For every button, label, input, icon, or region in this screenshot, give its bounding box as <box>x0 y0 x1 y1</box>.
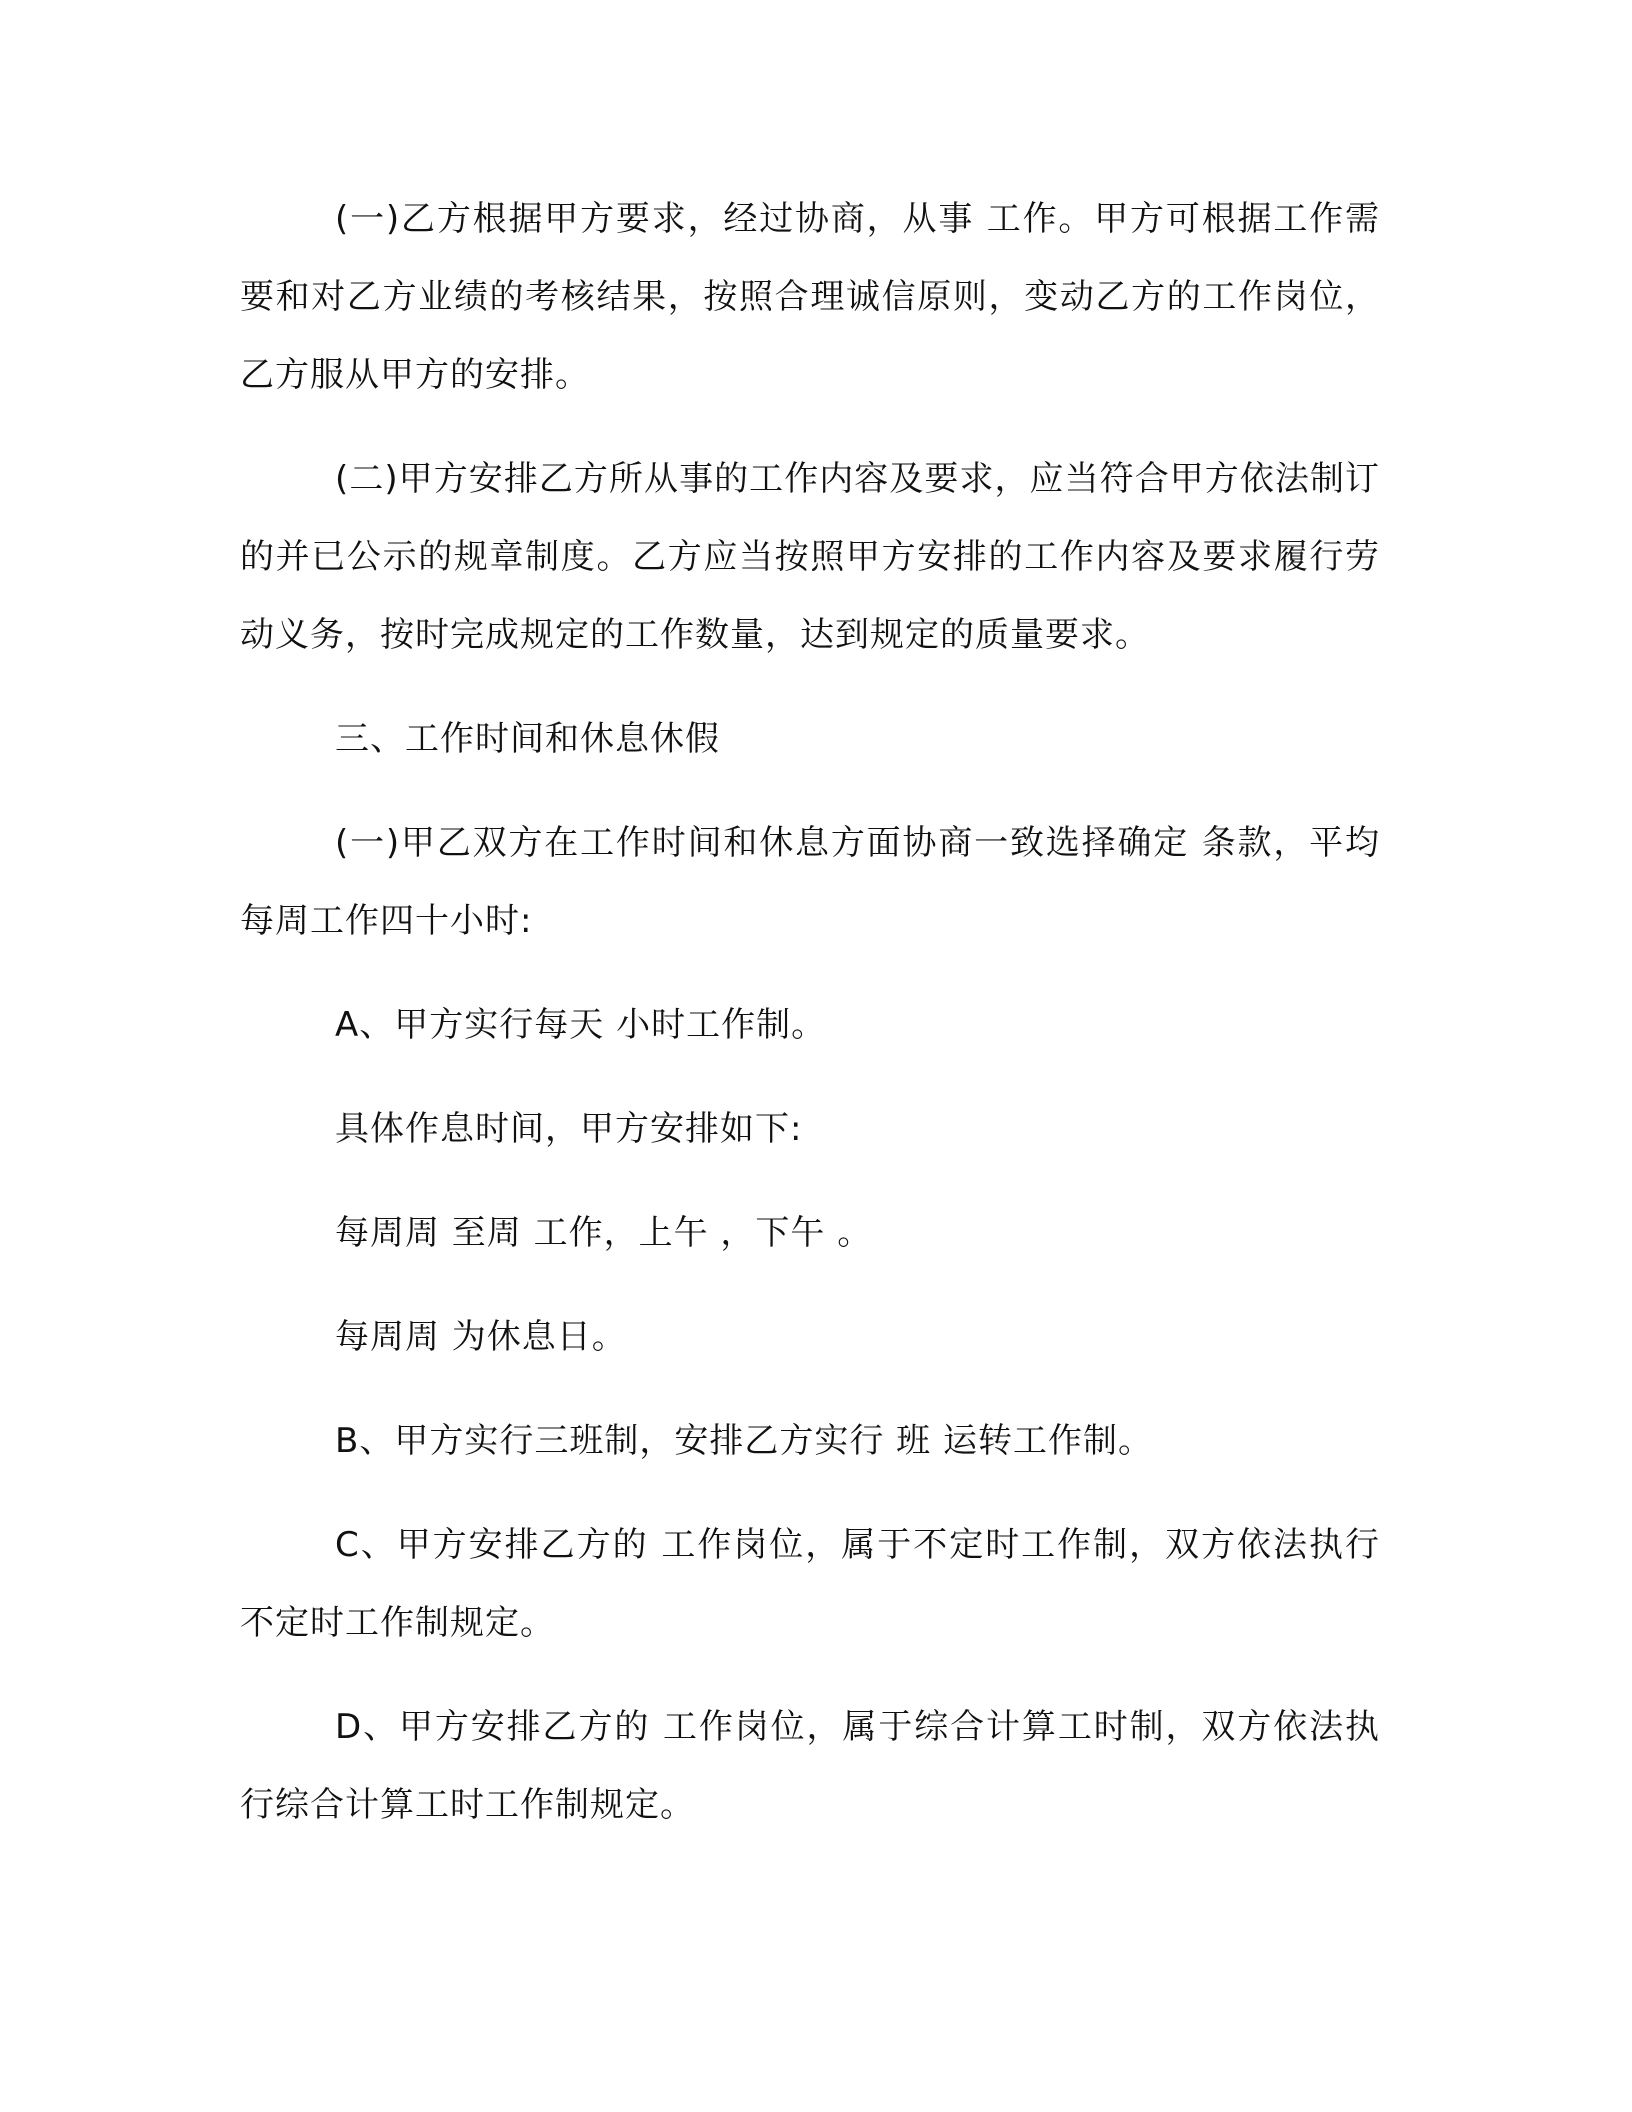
working-days-paragraph: 每周周 至周 工作，上午 ，下午 。 <box>335 1213 873 1253</box>
schedule-intro-paragraph: 具体作息时间，甲方安排如下: <box>335 1109 803 1149</box>
option-d-paragraph: D、甲方安排乙方的 工作岗位，属于综合计算工时制，双方依法执行综合计算工时工作制规定。 <box>240 1707 1380 1825</box>
section-3-heading: 三、工作时间和休息休假 <box>335 719 720 759</box>
rest-day-paragraph: 每周周 为休息日。 <box>335 1317 627 1357</box>
clause-2-1-paragraph: (一)乙方根据甲方要求，经过协商，从事 工作。甲方可根据工作需要和对乙方业绩的考核结果，按照合理诚信原则，变动乙方的工作岗位，乙方服从甲方的安排。 <box>240 199 1380 395</box>
document-body <box>240 180 1380 1844</box>
clause-2-2-paragraph: (二)甲方安排乙方所从事的工作内容及要求，应当符合甲方依法制订的并已公示的规章制度。乙方应当按照甲方安排的工作内容及要求履行劳动义务，按时完成规定的工作数量，达到规定的质量要求。 <box>240 459 1380 655</box>
clause-3-1-paragraph: (一)甲乙双方在工作时间和休息方面协商一致选择确定 条款，平均每周工作四十小时: <box>240 823 1380 941</box>
option-a-paragraph: A、甲方实行每天 小时工作制。 <box>335 1005 827 1045</box>
option-c-paragraph: C、甲方安排乙方的 工作岗位，属于不定时工作制，双方依法执行不定时工作制规定。 <box>240 1525 1380 1643</box>
option-b-paragraph: B、甲方实行三班制，安排乙方实行 班 运转工作制。 <box>335 1421 1153 1461</box>
